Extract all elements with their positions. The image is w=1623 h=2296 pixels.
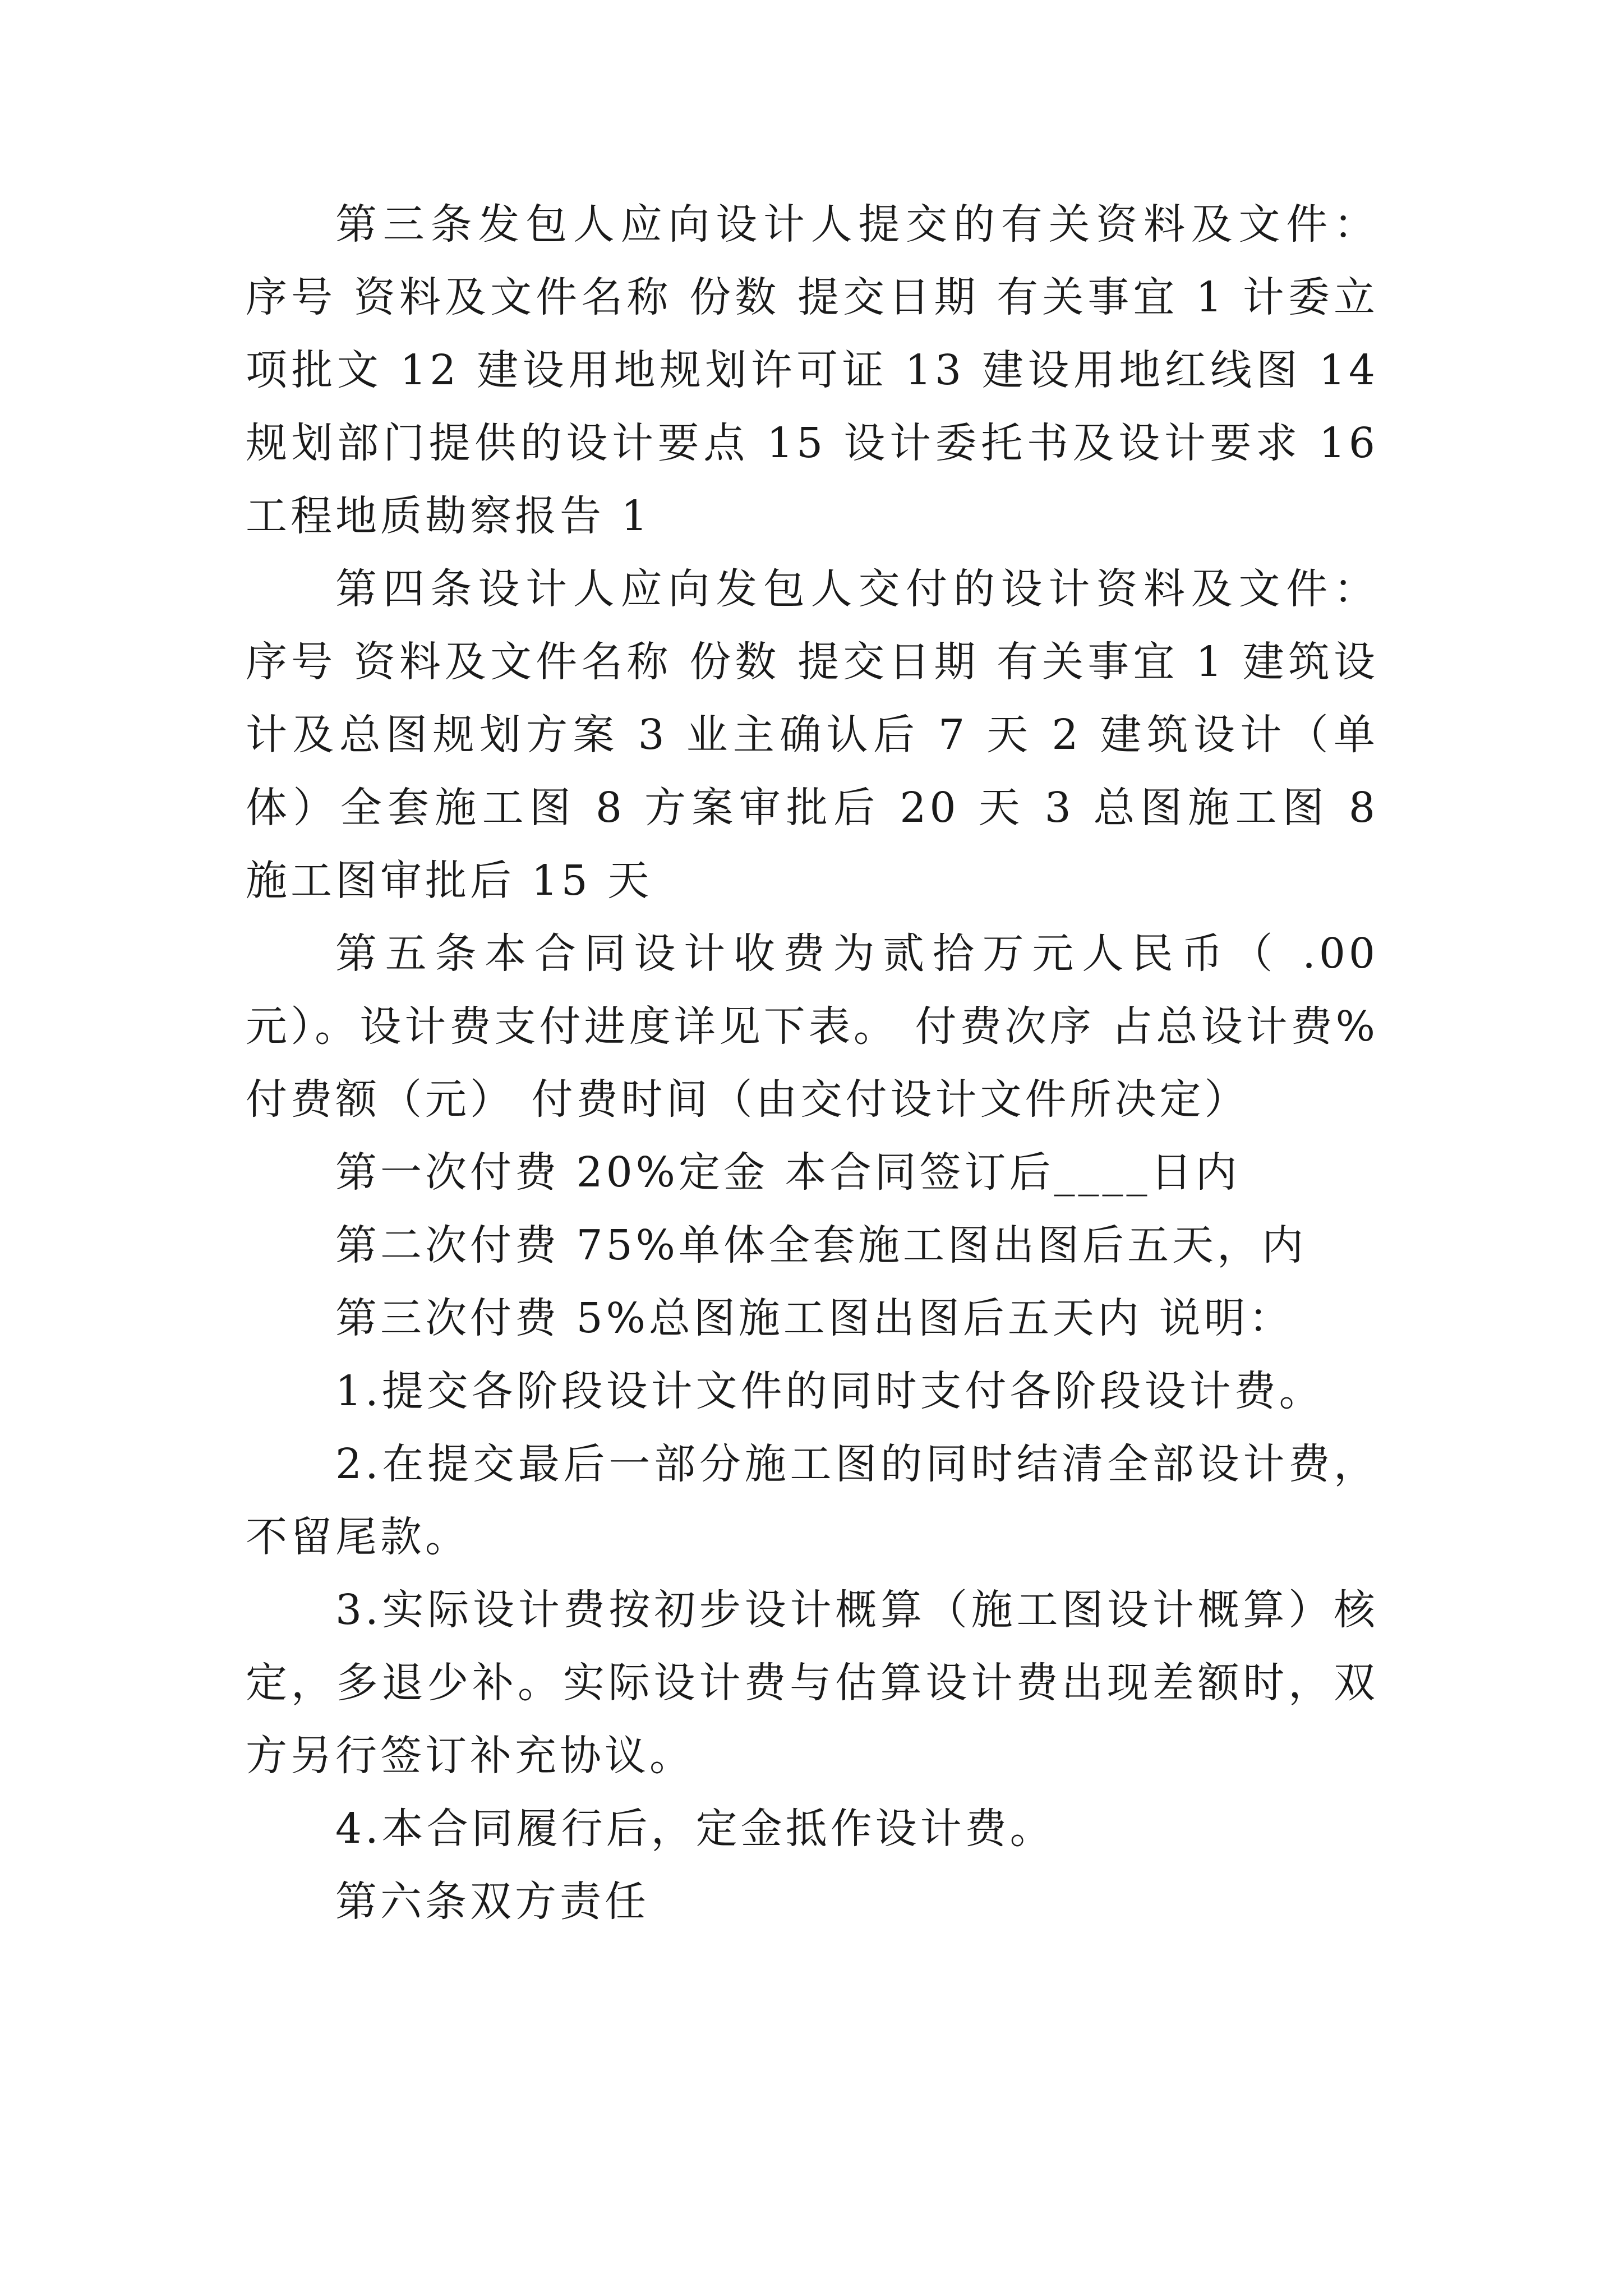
article-5-paragraph: 第五条本合同设计收费为贰拾万元人民币（ .00 元）。设计费支付进度详见下表。 付费次序 占总设计费%付费额（元） 付费时间（由交付设计文件所决定） bbox=[246, 930, 1378, 1124]
article-6-heading: 第六条双方责任 bbox=[335, 1878, 649, 1926]
second-payment-line: 第二次付费 75%单体全套施工图出图后五天，内 bbox=[335, 1221, 1307, 1269]
note-4: 4.本合同履行后，定金抵作设计费。 bbox=[335, 1805, 1055, 1853]
third-payment-line: 第三次付费 5%总图施工图出图后五天内 说明： bbox=[335, 1294, 1294, 1342]
note-1: 1.提交各阶段设计文件的同时支付各阶段设计费。 bbox=[335, 1367, 1324, 1415]
article-3-paragraph: 第三条发包人应向设计人提交的有关资料及文件： 序号 资料及文件名称 份数 提交日期 有关事宜 1 计委立项批文 12 建设用地规划许可证 13 建设用地红线图 14 规划部门提供的设计要点 15 设计委托书及设计要求 16 工程地质勘察报告 1 bbox=[246, 200, 1378, 540]
note-3: 3.实际设计费按初步设计概算（施工图设计概算）核定，多退少补。实际设计费与估算设计费出现差额时，双方另行签订补充协议。 bbox=[246, 1586, 1378, 1780]
document-body bbox=[246, 188, 1378, 1938]
first-payment-line: 第一次付费 20%定金 本合同签订后____日内 bbox=[335, 1148, 1241, 1197]
note-2: 2.在提交最后一部分施工图的同时结清全部设计费，不留尾款。 bbox=[246, 1440, 1378, 1561]
article-4-paragraph: 第四条设计人应向发包人交付的设计资料及文件： 序号 资料及文件名称 份数 提交日期 有关事宜 1 建筑设计及总图规划方案 3 业主确认后 7 天 2 建筑设计（单体）全套施工图 8 方案审批后 20 天 3 总图施工图 8 施工图审批后 15 天 bbox=[246, 565, 1378, 905]
